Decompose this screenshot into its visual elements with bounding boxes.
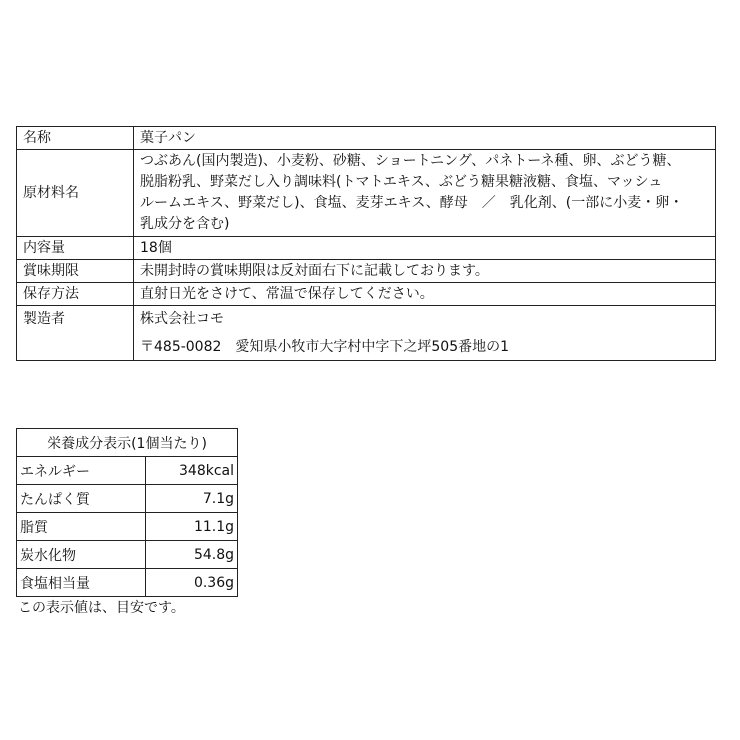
storage-label: 保存方法: [17, 283, 134, 306]
manufacturer-label: 製造者: [17, 306, 134, 361]
expiry-label: 賞味期限: [17, 260, 134, 283]
name-label: 名称: [17, 127, 134, 150]
nutrition-row: [17, 513, 238, 541]
nutrition-title: 栄養成分表示(1個当たり): [17, 429, 238, 457]
nutrition-row: [17, 541, 238, 569]
nutrition-label: エネルギー: [17, 457, 146, 485]
storage-value: 直射日光をさけて、常温で保存してください。: [134, 283, 716, 306]
ingredients-value: [134, 150, 716, 237]
nutrition-label: 食塩相当量: [17, 569, 146, 597]
storage-row: [17, 283, 716, 306]
ingredients-row: [17, 150, 716, 237]
nutrition-value: 54.8g: [146, 541, 238, 569]
nutrition-label: たんぱく質: [17, 485, 146, 513]
nutrition-label: 炭水化物: [17, 541, 146, 569]
manufacturer-name: 株式会社コモ: [140, 311, 224, 327]
nutrition-value: 11.1g: [146, 513, 238, 541]
nutrition-row: [17, 569, 238, 597]
expiry-value: 未開封時の賞味期限は反対面右下に記載しております。: [134, 260, 716, 283]
ingredients-line: つぶあん(国内製造)、小麦粉、砂糖、ショートニング、パネトーネ種、卵、ぶどう糖、: [140, 153, 681, 169]
name-row: [17, 127, 716, 150]
manufacturer-row: [17, 306, 716, 361]
manufacturer-value: [134, 306, 716, 361]
nutrition-value: 0.36g: [146, 569, 238, 597]
ingredients-line: ルームエキス、野菜だし)、食塩、麦芽エキス、酵母 ／ 乳化剤、(一部に小麦・卵・: [140, 195, 684, 211]
quantity-row: [17, 237, 716, 260]
nutrition-label: 脂質: [17, 513, 146, 541]
nutrition-value: 7.1g: [146, 485, 238, 513]
name-value: 菓子パン: [134, 127, 716, 150]
nutrition-row: [17, 485, 238, 513]
disclaimer-note: この表示値は、目安です。: [18, 600, 185, 616]
nutrition-value: 348kcal: [146, 457, 238, 485]
ingredients-line: 脱脂粉乳、野菜だし入り調味料(トマトエキス、ぶどう糖果糖液糖、食塩、マッシュ: [140, 174, 663, 190]
manufacturer-address: 〒485-0082 愛知県小牧市大字村中字下之坪505番地の1: [140, 339, 510, 355]
nutrition-row: [17, 457, 238, 485]
expiry-row: [17, 260, 716, 283]
quantity-value: 18個: [134, 237, 716, 260]
quantity-label: 内容量: [17, 237, 134, 260]
nutrition-header-row: [17, 429, 238, 457]
product-label-table: [16, 126, 716, 361]
nutrition-table: [16, 428, 238, 597]
ingredients-label: 原材料名: [17, 150, 134, 237]
ingredients-line: 乳成分を含む): [140, 216, 230, 232]
